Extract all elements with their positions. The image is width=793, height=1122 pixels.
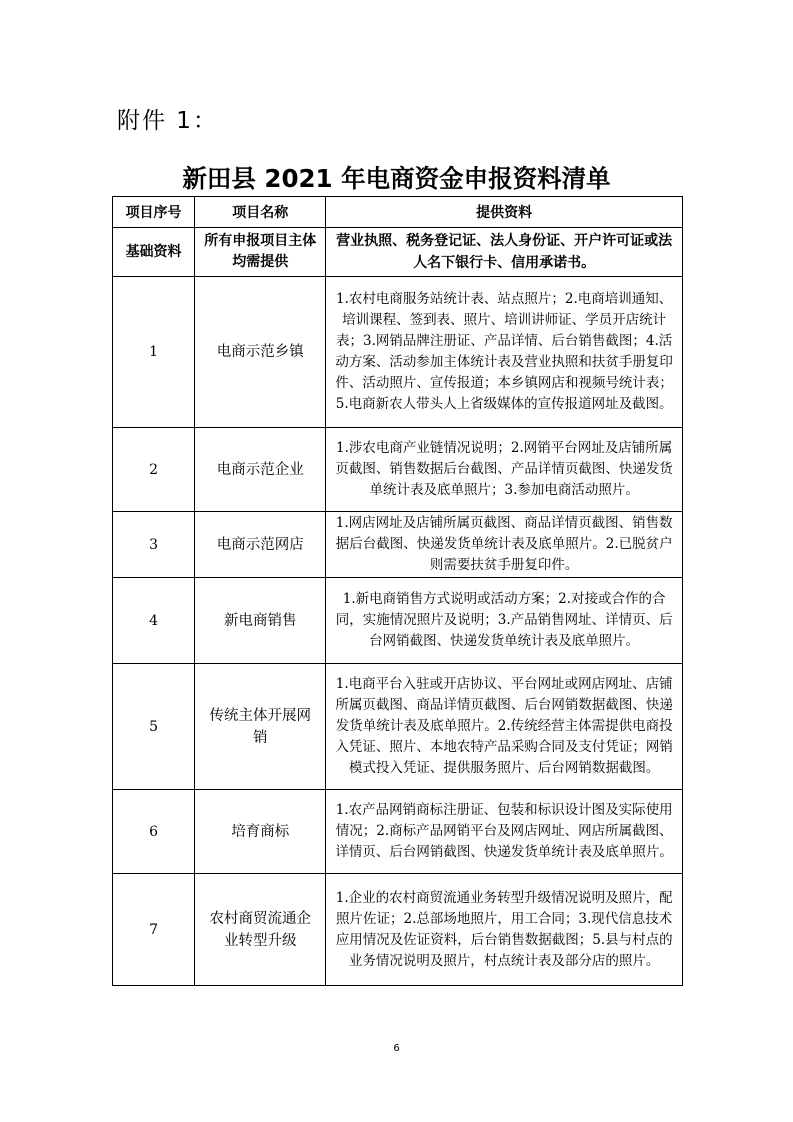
table-row	[113, 874, 683, 986]
table-row	[113, 512, 683, 578]
row-no: 1	[113, 277, 195, 428]
row-materials: 1.网店网址及店铺所属页截图、商品详情页截图、销售数据后台截图、快递发货单统计表及底单照片。2.已脱贫户则需要扶贫手册复印件。	[326, 512, 683, 578]
basic-name: 所有申报项目主体均需提供	[195, 228, 326, 277]
table-row	[113, 578, 683, 664]
row-materials: 1.涉农电商产业链情况说明；2.网销平台网址及店铺所属页截图、销售数据后台截图、产品详情页截图、快递发货单统计表及底单照片；3.参加电商活动照片。	[326, 428, 683, 512]
row-name: 农村商贸流通企业转型升级	[195, 874, 326, 986]
row-name: 传统主体开展网销	[195, 664, 326, 790]
basic-materials-row	[113, 228, 683, 277]
row-no: 3	[113, 512, 195, 578]
page-number: 6	[393, 1043, 400, 1054]
document-title: 新田县 2021 年电商资金申报资料清单	[182, 164, 611, 193]
row-no: 4	[113, 578, 195, 664]
row-name: 电商示范企业	[195, 428, 326, 512]
row-no: 2	[113, 428, 195, 512]
row-materials: 1.新电商销售方式说明或活动方案；2.对接或合作的合同，实施情况照片及说明；3.产品销售网址、详情页、后台网销截图、快递发货单统计表及底单照片。	[326, 578, 683, 664]
row-no: 5	[113, 664, 195, 790]
row-name: 电商示范网店	[195, 512, 326, 578]
table-row	[113, 277, 683, 428]
attachment-label: 附件 1：	[117, 108, 218, 134]
table-header-row	[113, 197, 683, 228]
header-project-no: 项目序号	[113, 197, 195, 228]
basic-materials: 营业执照、税务登记证、法人身份证、开户许可证或法人名下银行卡、信用承诺书。	[326, 228, 683, 277]
row-name: 培育商标	[195, 790, 326, 874]
table-row	[113, 790, 683, 874]
row-name: 电商示范乡镇	[195, 277, 326, 428]
row-materials: 1.农村电商服务站统计表、站点照片；2.电商培训通知、培训课程、签到表、照片、培训讲师证、学员开店统计表；3.网销品牌注册证、产品详情、后台销售截图；4.活动方案、活动参加主体统计表及营业执照和扶贫手册复印件、活动照片、宣传报道；本乡镇网店和视频号统计表；5.电商新农人带头人上省级媒体的宣传报道网址及截图。	[326, 277, 683, 428]
basic-label: 基础资料	[113, 228, 195, 277]
header-project-name: 项目名称	[195, 197, 326, 228]
header-materials: 提供资料	[326, 197, 683, 228]
row-materials: 1.农产品网销商标注册证、包装和标识设计图及实际使用情况；2.商标产品网销平台及网店网址、网店所属截图、详情页、后台网销截图、快递发货单统计表及底单照片。	[326, 790, 683, 874]
table-row	[113, 428, 683, 512]
row-no: 7	[113, 874, 195, 986]
materials-table	[112, 196, 683, 986]
row-no: 6	[113, 790, 195, 874]
table-row	[113, 664, 683, 790]
row-materials: 1.电商平台入驻或开店协议、平台网址或网店网址、店铺所属页截图、商品详情页截图、后台网销数据截图、快递发货单统计表及底单照片。2.传统经营主体需提供电商投入凭证、照片、本地农特产品采购合同及支付凭证；网销模式投入凭证、提供服务照片、后台网销数据截图。	[326, 664, 683, 790]
row-materials: 1.企业的农村商贸流通业务转型升级情况说明及照片，配照片佐证；2.总部场地照片，用工合同；3.现代信息技术应用情况及佐证资料，后台销售数据截图；5.县与村点的业务情况说明及照片，村点统计表及部分店的照片。	[326, 874, 683, 986]
row-name: 新电商销售	[195, 578, 326, 664]
